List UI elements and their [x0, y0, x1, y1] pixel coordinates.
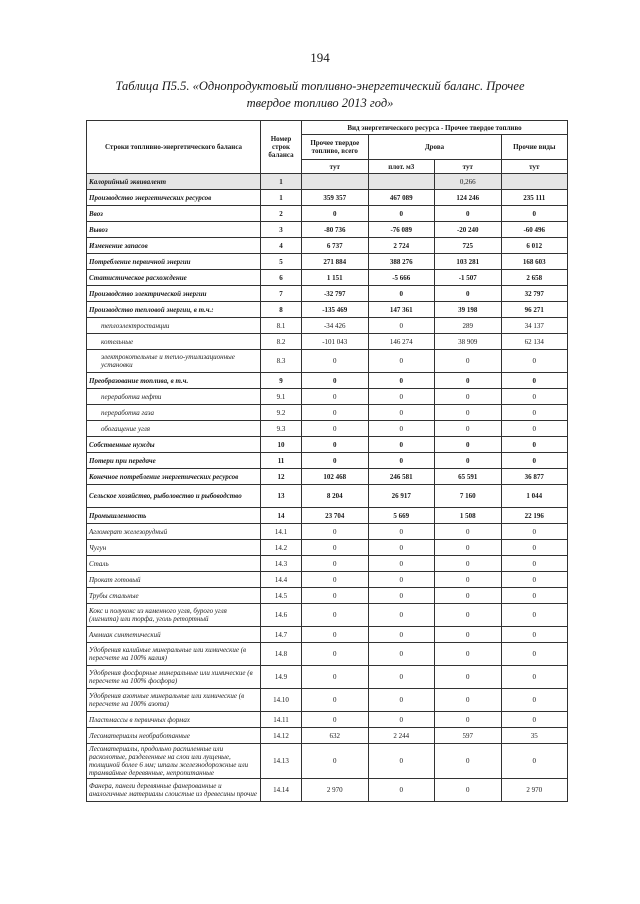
table-row	[87, 627, 568, 643]
cell-total: -34 426	[302, 318, 369, 334]
table-row	[87, 524, 568, 540]
cell-total: 0	[302, 524, 369, 540]
cell-other	[501, 174, 568, 190]
row-label: Лесоматериалы необработанные	[87, 728, 261, 744]
row-label: электрокотельные и тепло-утилизационные установки	[87, 350, 261, 373]
cell-other: 0	[501, 437, 568, 453]
row-number: 9.1	[261, 389, 302, 405]
row-number: 11	[261, 453, 302, 469]
cell-other: 62 134	[501, 334, 568, 350]
table-row	[87, 190, 568, 206]
cell-total: 0	[302, 666, 369, 689]
cell-total: 102 468	[302, 469, 369, 485]
row-label: Изменение запасов	[87, 238, 261, 254]
cell-other: 0	[501, 556, 568, 572]
cell-total: 0	[302, 437, 369, 453]
row-label: Потребление первичной энергии	[87, 254, 261, 270]
row-label: Удобрения фосфорные минеральные или химические (в пересчете на 100% фосфора)	[87, 666, 261, 689]
cell-firewood-m3: -5 666	[368, 270, 435, 286]
cell-firewood-tut: 1 508	[435, 508, 502, 524]
row-number: 6	[261, 270, 302, 286]
row-number: 13	[261, 485, 302, 508]
table-row	[87, 779, 568, 802]
cell-firewood-tut: 0	[435, 373, 502, 389]
row-label: Агломерат железорудный	[87, 524, 261, 540]
row-label: Сельское хозяйство, рыболовство и рыбоводство	[87, 485, 261, 508]
cell-total: 6 737	[302, 238, 369, 254]
cell-other: 0	[501, 604, 568, 627]
cell-firewood-tut: 0	[435, 286, 502, 302]
header-col-total: Прочее твердое топливо, всего	[302, 135, 369, 160]
row-number: 2	[261, 206, 302, 222]
table-row	[87, 508, 568, 524]
row-number: 14.12	[261, 728, 302, 744]
cell-total: 0	[302, 643, 369, 666]
cell-other: 2 658	[501, 270, 568, 286]
row-number: 3	[261, 222, 302, 238]
cell-total: 0	[302, 689, 369, 712]
cell-firewood-tut: 0	[435, 524, 502, 540]
unit-total: тут	[302, 160, 369, 174]
cell-firewood-tut: 0	[435, 556, 502, 572]
cell-total: 0	[302, 421, 369, 437]
cell-firewood-m3: 146 274	[368, 334, 435, 350]
cell-firewood-m3: 0	[368, 572, 435, 588]
cell-firewood-m3: -76 089	[368, 222, 435, 238]
unit-other: тут	[501, 160, 568, 174]
cell-other: 0	[501, 712, 568, 728]
cell-other: 0	[501, 453, 568, 469]
cell-firewood-tut: 597	[435, 728, 502, 744]
row-label: котельные	[87, 334, 261, 350]
table-title	[60, 78, 580, 112]
cell-other: 32 797	[501, 286, 568, 302]
row-number: 5	[261, 254, 302, 270]
row-label: Конечное потребление энергетических ресурсов	[87, 469, 261, 485]
cell-firewood-tut: 0	[435, 689, 502, 712]
row-label: Ввоз	[87, 206, 261, 222]
table-row	[87, 453, 568, 469]
row-number: 14.14	[261, 779, 302, 802]
row-label: обогащение угля	[87, 421, 261, 437]
cell-other: 0	[501, 206, 568, 222]
table-row	[87, 334, 568, 350]
cell-total: 0	[302, 627, 369, 643]
cell-firewood-m3: 5 669	[368, 508, 435, 524]
row-number: 14.13	[261, 744, 302, 779]
row-label: Трубы стальные	[87, 588, 261, 604]
row-number: 14.4	[261, 572, 302, 588]
row-label: Вывоз	[87, 222, 261, 238]
cell-firewood-m3: 0	[368, 373, 435, 389]
table-row	[87, 744, 568, 779]
row-number: 4	[261, 238, 302, 254]
cell-firewood-tut: 0	[435, 437, 502, 453]
cell-total	[302, 174, 369, 190]
table-row	[87, 437, 568, 453]
unit-firewood-tut: тут	[435, 160, 502, 174]
cell-total: 0	[302, 604, 369, 627]
row-number: 1	[261, 174, 302, 190]
row-label: Фанера, панели деревянные фанерованные и аналогичные материалы слоистые из древесины прочие	[87, 779, 261, 802]
row-label: теплоэлектростанции	[87, 318, 261, 334]
title-line-1: Таблица П5.5. «Однопродуктовый топливно-энергетический баланс. Прочее	[115, 79, 525, 93]
table-row	[87, 572, 568, 588]
row-label: Производство электрической энергии	[87, 286, 261, 302]
cell-total: 0	[302, 712, 369, 728]
row-number: 7	[261, 286, 302, 302]
cell-total: -80 736	[302, 222, 369, 238]
cell-firewood-m3: 0	[368, 712, 435, 728]
row-label: Собственные нужды	[87, 437, 261, 453]
cell-firewood-m3: 388 276	[368, 254, 435, 270]
cell-firewood-m3: 0	[368, 453, 435, 469]
cell-total: -32 797	[302, 286, 369, 302]
cell-total: 0	[302, 556, 369, 572]
cell-other: 168 603	[501, 254, 568, 270]
row-label: Прокат готовый	[87, 572, 261, 588]
cell-firewood-m3: 147 361	[368, 302, 435, 318]
cell-firewood-tut: 0	[435, 588, 502, 604]
row-label: Удобрения азотные минеральные или химические (в пересчете на 100% азота)	[87, 689, 261, 712]
cell-total: 0	[302, 744, 369, 779]
title-line-2: твердое топливо 2013 год»	[246, 96, 394, 110]
row-number: 9.3	[261, 421, 302, 437]
row-number: 12	[261, 469, 302, 485]
row-number: 14.6	[261, 604, 302, 627]
cell-total: 1 151	[302, 270, 369, 286]
cell-firewood-m3: 2 244	[368, 728, 435, 744]
row-number: 8.3	[261, 350, 302, 373]
cell-firewood-tut: 0	[435, 421, 502, 437]
cell-other: 0	[501, 421, 568, 437]
table-row	[87, 712, 568, 728]
cell-total: 0	[302, 540, 369, 556]
cell-total: 0	[302, 405, 369, 421]
row-label: Сталь	[87, 556, 261, 572]
table-row	[87, 389, 568, 405]
cell-other: 0	[501, 350, 568, 373]
cell-firewood-tut: 0	[435, 643, 502, 666]
table-row	[87, 421, 568, 437]
cell-firewood-m3: 0	[368, 389, 435, 405]
cell-firewood-m3: 0	[368, 286, 435, 302]
row-number: 8.2	[261, 334, 302, 350]
cell-firewood-tut: 0	[435, 206, 502, 222]
cell-other: 0	[501, 373, 568, 389]
table-row	[87, 588, 568, 604]
cell-firewood-m3: 0	[368, 643, 435, 666]
cell-other: 0	[501, 540, 568, 556]
row-number: 1	[261, 190, 302, 206]
energy-balance-table	[86, 120, 568, 802]
cell-other: -60 496	[501, 222, 568, 238]
cell-total: 0	[302, 350, 369, 373]
row-number: 10	[261, 437, 302, 453]
table-row	[87, 222, 568, 238]
cell-total: 2 970	[302, 779, 369, 802]
row-number: 14.11	[261, 712, 302, 728]
table-row	[87, 405, 568, 421]
table-row	[87, 469, 568, 485]
cell-firewood-m3: 0	[368, 437, 435, 453]
cell-total: 0	[302, 588, 369, 604]
row-number: 9.2	[261, 405, 302, 421]
cell-firewood-m3: 0	[368, 689, 435, 712]
cell-firewood-tut: 725	[435, 238, 502, 254]
row-label: Преобразование топлива, в т.ч.	[87, 373, 261, 389]
cell-other: 0	[501, 666, 568, 689]
cell-other: 235 111	[501, 190, 568, 206]
cell-firewood-tut: 39 198	[435, 302, 502, 318]
table-row	[87, 666, 568, 689]
row-number: 9	[261, 373, 302, 389]
cell-other: 36 877	[501, 469, 568, 485]
row-label: Потери при передаче	[87, 453, 261, 469]
cell-firewood-m3: 0	[368, 556, 435, 572]
row-label: Кокс и полукокс из каменного угля, бурого угля (лигнита) или торфа, уголь ретортный	[87, 604, 261, 627]
cell-total: 0	[302, 206, 369, 222]
table-row	[87, 254, 568, 270]
row-label: Производство энергетических ресурсов	[87, 190, 261, 206]
row-number: 14.1	[261, 524, 302, 540]
cell-other: 22 196	[501, 508, 568, 524]
cell-firewood-tut: 0	[435, 453, 502, 469]
row-label: Статистическое расхождение	[87, 270, 261, 286]
cell-firewood-tut: -20 240	[435, 222, 502, 238]
row-label: Аммиак синтетический	[87, 627, 261, 643]
cell-firewood-m3: 0	[368, 524, 435, 540]
cell-other: 0	[501, 627, 568, 643]
cell-other: 34 137	[501, 318, 568, 334]
cell-firewood-tut: 0	[435, 779, 502, 802]
row-label: переработка газа	[87, 405, 261, 421]
table-row	[87, 206, 568, 222]
row-number: 14.10	[261, 689, 302, 712]
table-row	[87, 302, 568, 318]
table-row	[87, 270, 568, 286]
cell-firewood-m3: 0	[368, 666, 435, 689]
table-row	[87, 728, 568, 744]
table-row	[87, 540, 568, 556]
cell-total: 632	[302, 728, 369, 744]
row-number: 14	[261, 508, 302, 524]
table-row	[87, 643, 568, 666]
table-row	[87, 318, 568, 334]
cell-firewood-tut: 65 591	[435, 469, 502, 485]
cell-other: 6 012	[501, 238, 568, 254]
table-row	[87, 286, 568, 302]
cell-firewood-m3: 0	[368, 206, 435, 222]
cell-firewood-tut: 0	[435, 627, 502, 643]
row-label: Производство тепловой энергии, в т.ч.:	[87, 302, 261, 318]
cell-firewood-tut: 0	[435, 540, 502, 556]
cell-firewood-tut: 7 160	[435, 485, 502, 508]
row-number: 8	[261, 302, 302, 318]
cell-total: 0	[302, 453, 369, 469]
cell-firewood-tut: 0	[435, 666, 502, 689]
row-label: Пластмассы в первичных формах	[87, 712, 261, 728]
table-row	[87, 556, 568, 572]
cell-firewood-m3: 0	[368, 604, 435, 627]
cell-firewood-tut: 0	[435, 389, 502, 405]
cell-other: 0	[501, 405, 568, 421]
table-row	[87, 350, 568, 373]
cell-firewood-tut: 0	[435, 572, 502, 588]
cell-firewood-m3: 0	[368, 350, 435, 373]
row-number: 14.8	[261, 643, 302, 666]
cell-other: 2 970	[501, 779, 568, 802]
cell-other: 35	[501, 728, 568, 744]
cell-total: 0	[302, 572, 369, 588]
table-row	[87, 373, 568, 389]
cell-total: 359 357	[302, 190, 369, 206]
header-col-firewood: Дрова	[368, 135, 501, 160]
row-number: 14.7	[261, 627, 302, 643]
cell-other: 0	[501, 643, 568, 666]
row-number: 14.5	[261, 588, 302, 604]
header-group-label: Вид энергетического ресурса - Прочее твердое топливо	[302, 121, 568, 135]
cell-total: 23 704	[302, 508, 369, 524]
header-rows-label: Строки топливно-энергетического баланса	[87, 121, 261, 174]
cell-firewood-m3: 26 917	[368, 485, 435, 508]
cell-firewood-m3: 0	[368, 405, 435, 421]
page-number: 194	[310, 50, 330, 65]
row-label: Лесоматериалы, продольно распиленные или расколотые, разделенные на слои или лущеные, толщиной более 6 мм; шпалы железнодорожные или трамвайные деревянные, непропитанные	[87, 744, 261, 779]
cell-other: 0	[501, 588, 568, 604]
cell-firewood-m3: 0	[368, 744, 435, 779]
header-col-other: Прочие виды	[501, 135, 568, 160]
cell-firewood-tut: 289	[435, 318, 502, 334]
cell-firewood-m3: 246 581	[368, 469, 435, 485]
cell-firewood-tut: 38 909	[435, 334, 502, 350]
row-number: 14.3	[261, 556, 302, 572]
cell-other: 1 044	[501, 485, 568, 508]
cell-total: 271 884	[302, 254, 369, 270]
cell-total: -135 469	[302, 302, 369, 318]
cell-other: 96 271	[501, 302, 568, 318]
cell-firewood-tut: -1 507	[435, 270, 502, 286]
cell-firewood-m3: 467 089	[368, 190, 435, 206]
cell-total: 8 204	[302, 485, 369, 508]
cell-total: 0	[302, 373, 369, 389]
cell-firewood-m3: 0	[368, 588, 435, 604]
cell-firewood-tut: 0,266	[435, 174, 502, 190]
row-label: Удобрения калийные минеральные или химические (в пересчете на 100% калия)	[87, 643, 261, 666]
row-label: Калорийный эквивалент	[87, 174, 261, 190]
cell-firewood-m3: 2 724	[368, 238, 435, 254]
cell-firewood-tut: 0	[435, 405, 502, 421]
cell-firewood-tut: 0	[435, 744, 502, 779]
cell-firewood-tut: 103 281	[435, 254, 502, 270]
cell-other: 0	[501, 572, 568, 588]
cell-other: 0	[501, 524, 568, 540]
row-number: 8.1	[261, 318, 302, 334]
cell-firewood-m3: 0	[368, 627, 435, 643]
cell-firewood-tut: 124 246	[435, 190, 502, 206]
calorific-row	[87, 174, 568, 190]
cell-total: 0	[302, 389, 369, 405]
cell-firewood-m3: 0	[368, 779, 435, 802]
cell-firewood-m3: 0	[368, 421, 435, 437]
table-row	[87, 238, 568, 254]
row-label: Промышленность	[87, 508, 261, 524]
table-row	[87, 604, 568, 627]
table-row	[87, 689, 568, 712]
cell-firewood-tut: 0	[435, 604, 502, 627]
row-label: Чугун	[87, 540, 261, 556]
row-number: 14.2	[261, 540, 302, 556]
cell-firewood-m3: 0	[368, 540, 435, 556]
cell-firewood-m3: 0	[368, 318, 435, 334]
cell-other: 0	[501, 689, 568, 712]
cell-other: 0	[501, 744, 568, 779]
header-num-label: Номер строк баланса	[261, 121, 302, 174]
unit-firewood-m3: плот. м3	[368, 160, 435, 174]
cell-other: 0	[501, 389, 568, 405]
row-label: переработка нефти	[87, 389, 261, 405]
table-body	[87, 174, 568, 802]
cell-firewood-tut: 0	[435, 712, 502, 728]
cell-total: -101 043	[302, 334, 369, 350]
cell-firewood-tut: 0	[435, 350, 502, 373]
table-row	[87, 485, 568, 508]
cell-firewood-m3	[368, 174, 435, 190]
row-number: 14.9	[261, 666, 302, 689]
